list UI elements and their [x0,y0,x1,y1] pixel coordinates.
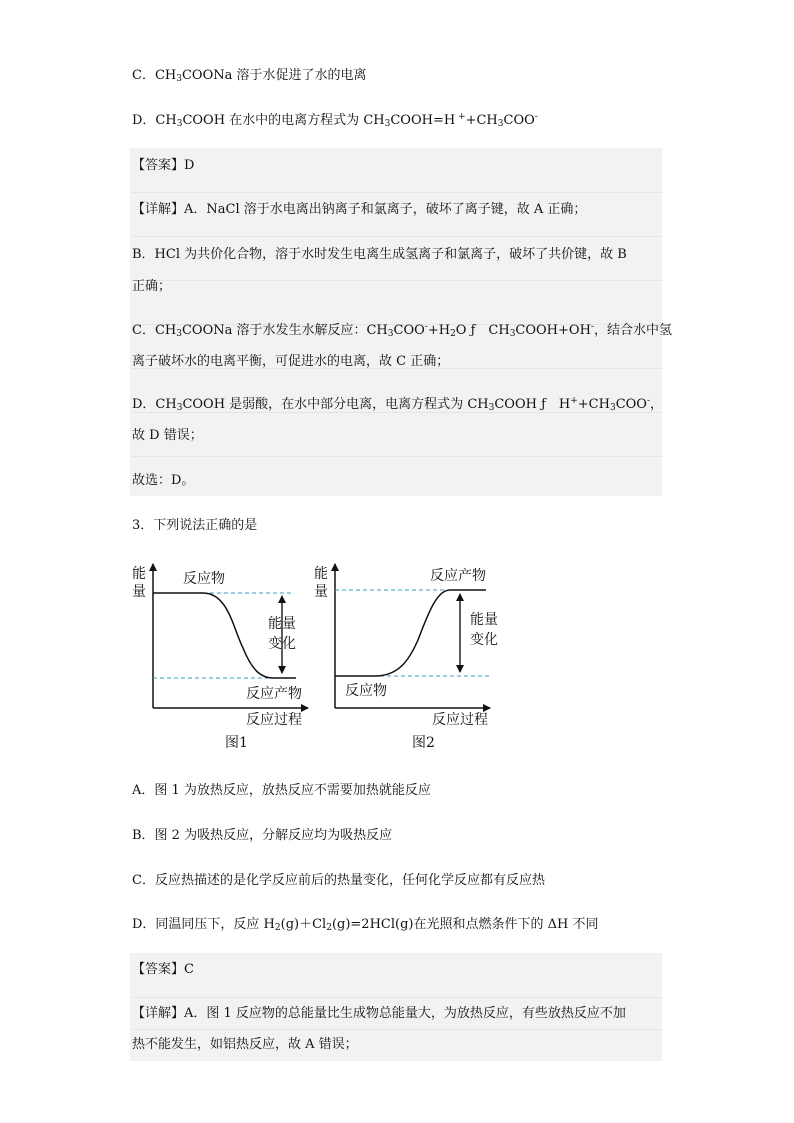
q2-answer: 【答案】D [132,158,195,173]
figure-2 [314,564,498,751]
svg-text:图2: 图2 [412,735,435,751]
q3-answer: 【答案】C [132,962,194,977]
svg-text:反应产物: 反应产物 [430,568,486,584]
svg-text:反应过程: 反应过程 [246,712,302,728]
svg-text:反应物: 反应物 [183,571,225,587]
svg-text:反应产物: 反应产物 [246,686,302,702]
svg-text:能: 能 [132,566,146,582]
q2-explanation-b1: B．HCl 为共价化合物，溶于水时发生电离生成氢离子和氯离子，破坏了共价键，故 B [132,247,627,262]
q2-conclusion: 故选：D。 [132,473,195,488]
q2-explanation-a: 【详解】A．NaCl 溶于水电离出钠离子和氯离子，破坏了离子键，故 A 正确； [132,202,587,217]
q3-explanation-a1: 【详解】A．图 1 反应物的总能量比生成物总能量大，为放热反应，有些放热反应不加 [132,1006,626,1021]
q2-explanation-d1: D．$CH_3COOH$ 是弱酸，在水中部分电离，电离方程式为 $CH_3COOH$ ƒ $H^++CH_3COO^-$， [132,396,664,413]
svg-text:反应物: 反应物 [345,683,387,699]
q3-option-d: D．同温同压下，反应 $H_2(g)+Cl_2(g)=2HCl(g)$在光照和点燃条件下的 ΔH 不同 [132,917,599,933]
q2-explanation-d2: 故 D 错误； [132,428,203,443]
svg-text:能: 能 [314,566,328,582]
svg-text:量: 量 [314,584,328,600]
q3-option-c: C．反应热描述的是化学反应前后的热量变化，任何化学反应都有反应热 [132,873,545,888]
svg-text:能量: 能量 [268,616,296,632]
q2-explanation-c1: C．$CH_3COONa$ 溶于水发生水解反应：$CH_3COO^-+H_2O$ ƒ $CH_3COOH+OH^-$，结合水中氢 [132,322,672,339]
figure-1 [132,564,308,751]
q2-explanation-c2: 离子破坏水的电离平衡，可促进水的电离，故 C 正确； [132,354,450,369]
q2-option-d: D．$CH_3COOH$ 在水中的电离方程式为 $CH_3COOH=H$ $^++CH_3COO^-$ [132,112,538,129]
svg-text:图1: 图1 [225,735,248,751]
q3-explanation-a2: 热不能发生，如铝热反应，故 A 错误； [132,1037,358,1052]
svg-text:量: 量 [132,584,146,600]
svg-text:变化: 变化 [470,632,498,648]
q2-option-c: C．$CH_3COONa$ 溶于水促进了水的电离 [132,68,367,84]
svg-text:能量: 能量 [470,612,498,628]
svg-text:变化: 变化 [268,636,296,652]
energy-diagrams [128,558,508,758]
q2-explanation-b2: 正确； [132,279,172,294]
q3-option-a: A．图 1 为放热反应，放热反应不需要加热就能反应 [132,783,431,798]
svg-text:反应过程: 反应过程 [432,712,488,728]
q3-stem: 3．下列说法正确的是 [132,518,258,533]
q3-option-b: B．图 2 为吸热反应，分解反应均为吸热反应 [132,828,393,843]
